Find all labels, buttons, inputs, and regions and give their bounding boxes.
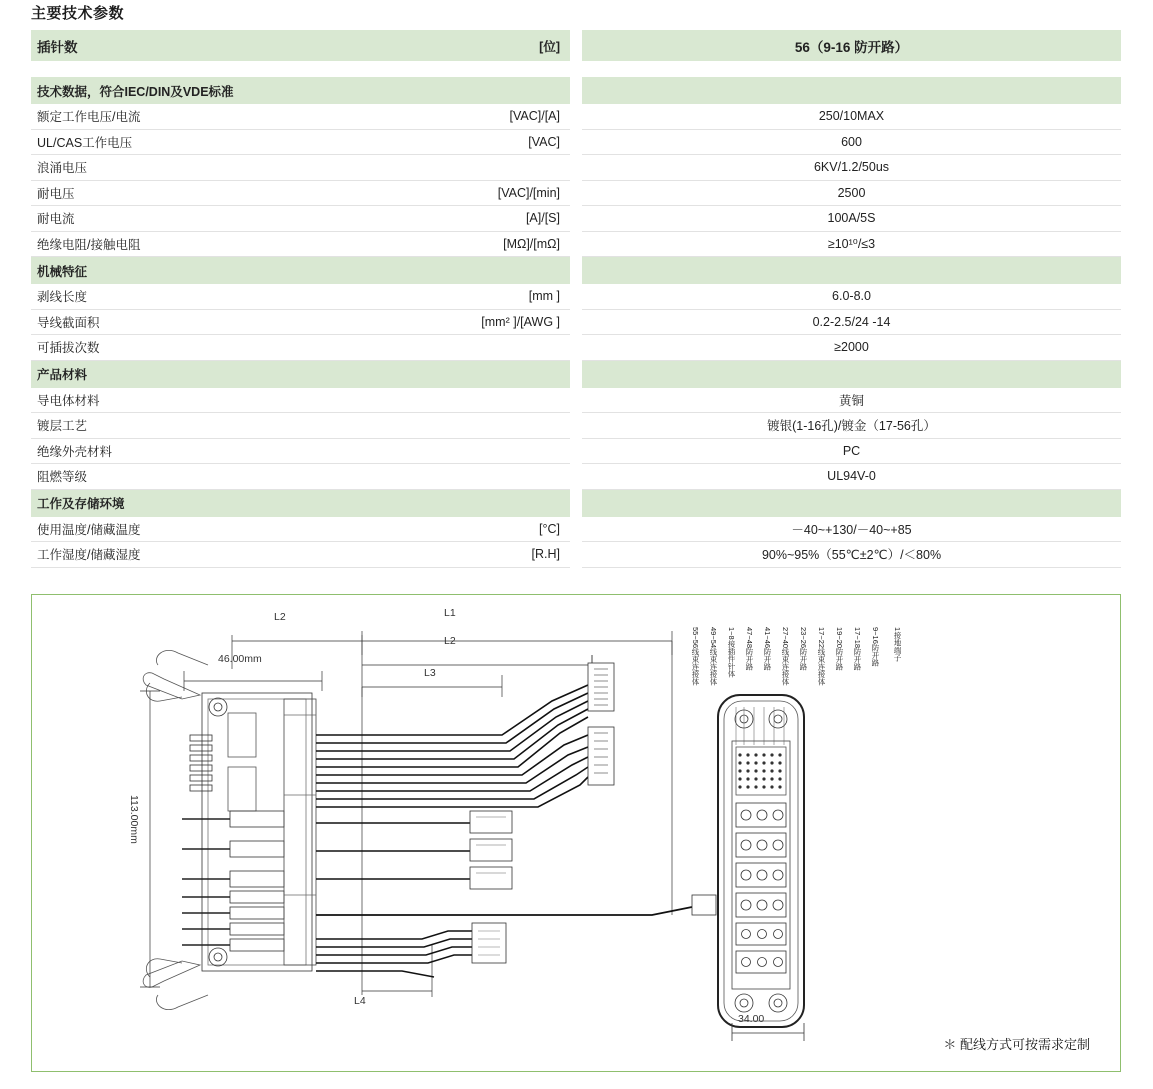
table-row xyxy=(31,542,1121,568)
drawing-svg xyxy=(32,595,1120,1071)
row-value: 90%~95%（55℃±2℃）/＜80% xyxy=(582,542,1121,568)
row-value: 600 xyxy=(582,130,1121,156)
spacer-left xyxy=(31,61,570,77)
page-title: 主要技术参数 xyxy=(31,5,125,22)
table-row xyxy=(31,464,1121,490)
table-row xyxy=(31,181,1121,207)
dim-l2-top: L2 xyxy=(274,611,286,623)
column-gap xyxy=(570,542,582,568)
row-label-cell xyxy=(31,542,570,568)
column-gap xyxy=(570,361,582,388)
section-header-right-1 xyxy=(582,257,1121,284)
column-gap xyxy=(570,439,582,465)
section-header-0 xyxy=(31,77,1121,104)
pin-label-2: 9~16防开路 xyxy=(871,627,880,667)
row-label: 可插拔次数 xyxy=(37,341,100,356)
drawing-note: ＊ 配线方式可按需求定制 xyxy=(943,1037,1090,1052)
row-label-cell xyxy=(31,284,570,310)
dim-l2-inner: L2 xyxy=(444,635,456,647)
row-value: PC xyxy=(582,439,1121,465)
row-label: UL/CAS工作电压 xyxy=(37,135,133,150)
row-label-cell xyxy=(31,206,570,232)
spec-table xyxy=(31,30,1121,568)
row-spacer xyxy=(31,61,1121,77)
table-row xyxy=(31,310,1121,336)
pin-label-6: 23~26防开路 xyxy=(799,627,808,671)
column-gap xyxy=(570,413,582,439)
dim-l3: L3 xyxy=(424,667,436,679)
row-value: ≥2000 xyxy=(582,335,1121,361)
row-label: 剥线长度 xyxy=(37,290,88,305)
section-header-label-1: 机械特征 xyxy=(31,257,570,284)
row-unit: [mm ] xyxy=(528,289,560,304)
column-gap xyxy=(570,155,582,181)
row-label: 耐电流 xyxy=(37,212,75,227)
pin-label-10: 49~54线束连接体 xyxy=(709,627,718,686)
row-value: －40~+130/－40~+85 xyxy=(582,517,1121,543)
dim-l4: L4 xyxy=(354,995,366,1007)
column-gap xyxy=(570,464,582,490)
spacer-gap xyxy=(570,61,582,77)
row-value: 2500 xyxy=(582,181,1121,207)
row-label: 耐电压 xyxy=(37,186,75,201)
row-value: 镀银(1-16孔)/镀金（17-56孔） xyxy=(582,413,1121,439)
column-gap xyxy=(570,30,582,61)
section-header-3 xyxy=(31,490,1121,517)
row-value: UL94V-0 xyxy=(582,464,1121,490)
column-gap xyxy=(570,388,582,414)
row-label: 额定工作电压/电流 xyxy=(37,110,141,125)
table-row xyxy=(31,155,1121,181)
section-header-2 xyxy=(31,361,1121,388)
column-gap xyxy=(570,257,582,284)
row-label: 镀层工艺 xyxy=(37,419,88,434)
row-unit: [VAC] xyxy=(528,134,560,149)
section-header-1 xyxy=(31,257,1121,284)
dim-width-34: 34.00 xyxy=(738,1013,765,1025)
pin-count-value: 56（9-16 防开路） xyxy=(582,30,1121,61)
row-value: 6.0-8.0 xyxy=(582,284,1121,310)
table-row xyxy=(31,206,1121,232)
section-header-label-2: 产品材料 xyxy=(31,361,570,388)
row-unit: [VAC]/[min] xyxy=(497,185,560,200)
row-label: 绝缘电阻/接触电阻 xyxy=(37,237,141,252)
pin-label-3: 17~18防开路 xyxy=(853,627,862,671)
row-unit: [MΩ]/[mΩ] xyxy=(503,236,560,251)
row-label-cell xyxy=(31,517,570,543)
pin-label-1: 1接地端子 xyxy=(893,627,902,662)
table-row xyxy=(31,517,1121,543)
row-value: 6KV/1.2/50us xyxy=(582,155,1121,181)
row-label-cell xyxy=(31,310,570,336)
row-unit: [mm² ]/[AWG ] xyxy=(481,314,560,329)
dim-height-113: 113.00mm xyxy=(128,795,140,844)
row-label-cell xyxy=(31,181,570,207)
row-value: 250/10MAX xyxy=(582,104,1121,130)
row-value: 黄铜 xyxy=(582,388,1121,414)
section-header-right-3 xyxy=(582,490,1121,517)
row-label: 导线截面积 xyxy=(37,315,100,330)
row-label: 工作湿度/储藏湿度 xyxy=(37,548,141,563)
table-row xyxy=(31,413,1121,439)
section-header-label-3: 工作及存储环境 xyxy=(31,490,570,517)
table-row xyxy=(31,439,1121,465)
row-label: 使用温度/储藏温度 xyxy=(37,522,141,537)
table-row-pin-count xyxy=(31,30,1121,61)
pin-label-9: 47~48防开路 xyxy=(745,627,754,671)
column-gap xyxy=(570,490,582,517)
table-row xyxy=(31,335,1121,361)
row-label-cell xyxy=(31,232,570,258)
pin-label-0: 1~8接插件针体 xyxy=(727,627,736,678)
row-label-cell xyxy=(31,130,570,156)
pin-label-8: 41~46防开路 xyxy=(763,627,772,671)
section-header-label-0: 技术数据，符合IEC/DIN及VDE标准 xyxy=(31,77,570,104)
row-label-cell xyxy=(31,464,570,490)
column-gap xyxy=(570,77,582,104)
row-label: 绝缘外壳材料 xyxy=(37,444,113,459)
row-value: 100A/5S xyxy=(582,206,1121,232)
pin-label-11: 55~56线束连接体 xyxy=(691,627,700,686)
technical-drawing-panel xyxy=(31,594,1121,1072)
row-label: 浪涌电压 xyxy=(37,161,88,176)
pin-label-7: 27~40线束连接体 xyxy=(781,627,790,686)
row-label: 导电体材料 xyxy=(37,393,100,408)
dim-width-46: 46.00mm xyxy=(218,653,262,665)
column-gap xyxy=(570,335,582,361)
table-row xyxy=(31,104,1121,130)
row-label-cell xyxy=(31,413,570,439)
column-gap xyxy=(570,310,582,336)
section-header-right-0 xyxy=(582,77,1121,104)
row-value: 0.2-2.5/24 -14 xyxy=(582,310,1121,336)
column-gap xyxy=(570,232,582,258)
row-label-cell xyxy=(31,335,570,361)
dim-l1: L1 xyxy=(444,607,456,619)
spacer-right xyxy=(582,61,1121,77)
column-gap xyxy=(570,181,582,207)
column-gap xyxy=(570,104,582,130)
pin-label-4: 19~20防开路 xyxy=(835,627,844,671)
row-label-cell xyxy=(31,155,570,181)
row-unit: [°C] xyxy=(539,521,560,536)
row-label-cell xyxy=(31,439,570,465)
section-header-right-2 xyxy=(582,361,1121,388)
row-value: ≥10¹⁰/≤3 xyxy=(582,232,1121,258)
pin-count-label-cell xyxy=(31,30,570,61)
row-unit: [VAC]/[A] xyxy=(509,109,560,124)
row-label: 阻燃等级 xyxy=(37,470,88,485)
column-gap xyxy=(570,517,582,543)
column-gap xyxy=(570,130,582,156)
table-row xyxy=(31,388,1121,414)
row-unit: [R.H] xyxy=(531,547,560,562)
table-row xyxy=(31,284,1121,310)
table-row xyxy=(31,130,1121,156)
column-gap xyxy=(570,206,582,232)
table-row xyxy=(31,232,1121,258)
column-gap xyxy=(570,284,582,310)
pin-label-5: 17~22线束连接体 xyxy=(817,627,826,686)
pin-count-unit: [位] xyxy=(539,39,560,54)
pin-count-label: 插针数 xyxy=(37,39,78,55)
row-unit: [A]/[S] xyxy=(525,211,560,226)
row-label-cell xyxy=(31,104,570,130)
row-label-cell xyxy=(31,388,570,414)
